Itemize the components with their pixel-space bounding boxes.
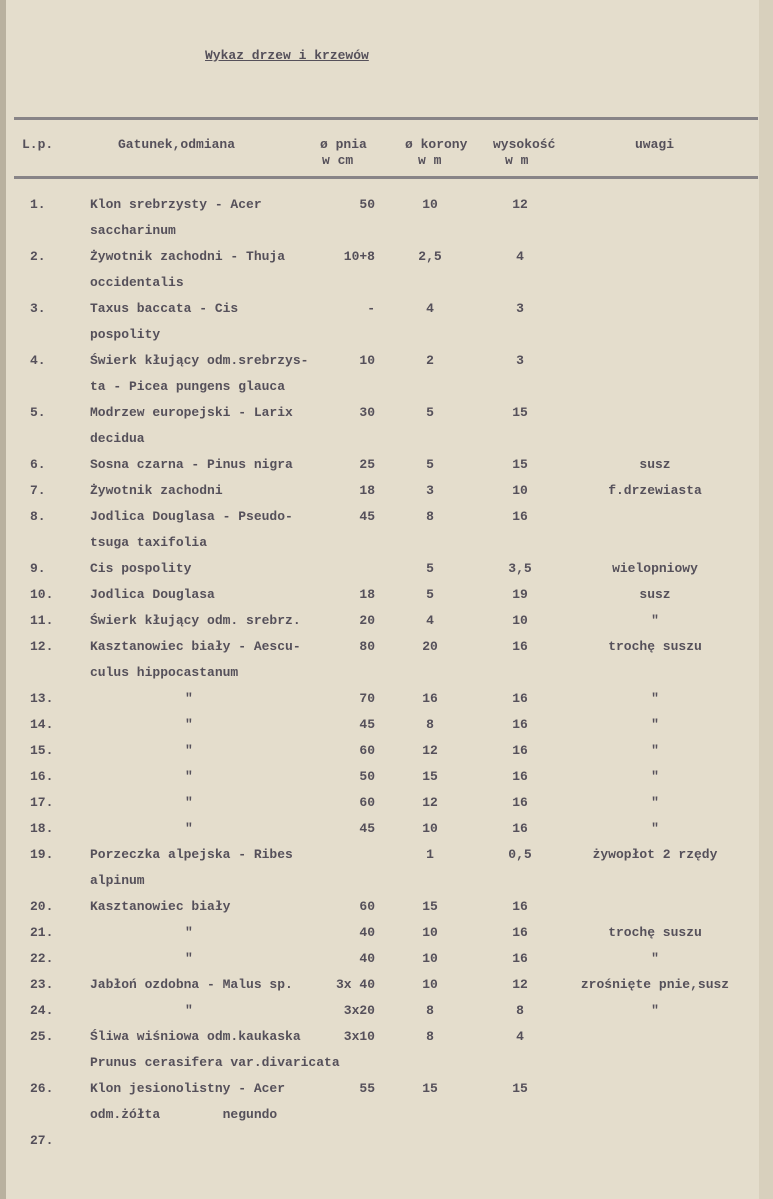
height: 15 (512, 405, 528, 420)
crown-diameter: 10 (422, 821, 438, 836)
trunk-diameter: 25 (359, 457, 375, 472)
height: 15 (512, 1081, 528, 1096)
table-row-continuation (0, 223, 773, 249)
crown-diameter: 15 (422, 769, 438, 784)
table-row (0, 769, 773, 795)
table-row (0, 561, 773, 587)
table-row (0, 925, 773, 951)
trunk-diameter: 30 (359, 405, 375, 420)
height: 16 (512, 639, 528, 654)
crown-diameter: 15 (422, 899, 438, 914)
remarks: susz (639, 587, 671, 602)
height: 16 (512, 717, 528, 732)
height: 10 (512, 613, 528, 628)
crown-diameter: 5 (426, 457, 434, 472)
species-name-continued: alpinum (90, 873, 145, 888)
crown-diameter: 12 (422, 795, 438, 810)
row-number: 16. (30, 769, 54, 784)
header-pnia: ø pnia (320, 137, 367, 152)
species-name: Jodlica Douglasa - Pseudo- (90, 509, 293, 524)
species-name: Sosna czarna - Pinus nigra (90, 457, 293, 472)
table-row (0, 483, 773, 509)
crown-diameter: 2,5 (418, 249, 442, 264)
row-number: 19. (30, 847, 54, 862)
table-row-continuation (0, 873, 773, 899)
row-number: 23. (30, 977, 54, 992)
crown-diameter: 8 (426, 1003, 434, 1018)
height: 16 (512, 925, 528, 940)
species-name: Cis pospolity (90, 561, 192, 576)
species-name: Modrzew europejski - Larix (90, 405, 293, 420)
species-name-continued: culus hippocastanum (90, 665, 239, 680)
height: 4 (516, 249, 524, 264)
species-name: Klon jesionolistny - Acer (90, 1081, 286, 1096)
remarks: " (651, 717, 659, 732)
crown-diameter: 4 (426, 301, 434, 316)
document-title: Wykaz drzew i krzewów (205, 48, 369, 63)
crown-diameter: 20 (422, 639, 438, 654)
row-number: 15. (30, 743, 54, 758)
table-row (0, 1081, 773, 1107)
trunk-diameter: 45 (359, 717, 375, 732)
height: 16 (512, 743, 528, 758)
row-number: 5. (30, 405, 46, 420)
remarks: " (651, 951, 659, 966)
row-number: 25. (30, 1029, 54, 1044)
table-row (0, 457, 773, 483)
header-wysokosc-unit: w m (505, 153, 529, 168)
trunk-diameter: 50 (359, 769, 375, 784)
row-number: 10. (30, 587, 54, 602)
height: 10 (512, 483, 528, 498)
row-number: 14. (30, 717, 54, 732)
trunk-diameter: 18 (359, 483, 375, 498)
table-row (0, 821, 773, 847)
table-row (0, 249, 773, 275)
remarks: " (651, 769, 659, 784)
row-number: 18. (30, 821, 54, 836)
trunk-diameter: 45 (359, 821, 375, 836)
species-name: Świerk kłujący odm. srebrz. (90, 613, 301, 628)
table-row (0, 1003, 773, 1029)
row-number: 27. (30, 1133, 54, 1148)
trunk-diameter: 20 (359, 613, 375, 628)
remarks: wielopniowy (612, 561, 698, 576)
species-name-continued: tsuga taxifolia (90, 535, 208, 550)
height: 16 (512, 795, 528, 810)
crown-diameter: 8 (426, 1029, 434, 1044)
height: 3 (516, 353, 524, 368)
crown-diameter: 5 (426, 587, 434, 602)
table-row (0, 587, 773, 613)
height: 3 (516, 301, 524, 316)
table-row-continuation (0, 1055, 773, 1081)
crown-diameter: 10 (422, 951, 438, 966)
table-row-continuation (0, 379, 773, 405)
table-row (0, 847, 773, 873)
table-row (0, 951, 773, 977)
trunk-diameter: 3x10 (343, 1029, 375, 1044)
species-name: " (185, 691, 193, 706)
crown-diameter: 2 (426, 353, 434, 368)
species-name: " (185, 821, 193, 836)
row-number: 13. (30, 691, 54, 706)
species-name: Świerk kłujący odm.srebrzys- (90, 353, 309, 368)
crown-diameter: 5 (426, 561, 434, 576)
trunk-diameter: 60 (359, 743, 375, 758)
row-number: 1. (30, 197, 46, 212)
table-row (0, 899, 773, 925)
crown-diameter: 10 (422, 977, 438, 992)
species-name: " (185, 743, 193, 758)
header-korony-unit: w m (418, 153, 442, 168)
remarks: f.drzewiasta (608, 483, 702, 498)
crown-diameter: 3 (426, 483, 434, 498)
species-name: " (185, 795, 193, 810)
species-name: " (185, 951, 193, 966)
species-name: " (185, 769, 193, 784)
crown-diameter: 5 (426, 405, 434, 420)
trunk-diameter: 3x 40 (335, 977, 375, 992)
height: 16 (512, 899, 528, 914)
crown-diameter: 10 (422, 197, 438, 212)
crown-diameter: 12 (422, 743, 438, 758)
table-row-continuation (0, 275, 773, 301)
table-row-continuation (0, 431, 773, 457)
row-number: 6. (30, 457, 46, 472)
height: 16 (512, 509, 528, 524)
header-uwagi: uwagi (635, 137, 675, 152)
header-name: Gatunek,odmiana (118, 137, 236, 152)
species-name-continued: ta - Picea pungens glauca (90, 379, 286, 394)
remarks: trochę suszu (608, 639, 702, 654)
remarks: " (651, 743, 659, 758)
table-row (0, 743, 773, 769)
remarks: " (651, 795, 659, 810)
table-row (0, 405, 773, 431)
trunk-diameter: 3x20 (343, 1003, 375, 1018)
height: 16 (512, 951, 528, 966)
row-number: 3. (30, 301, 46, 316)
row-number: 12. (30, 639, 54, 654)
row-number: 11. (30, 613, 54, 628)
species-name: Taxus baccata - Cis (90, 301, 239, 316)
species-name-continued: Prunus cerasifera var.divaricata (90, 1055, 340, 1070)
header-pnia-unit: w cm (322, 153, 354, 168)
species-name: Żywotnik zachodni (90, 483, 223, 498)
row-number: 8. (30, 509, 46, 524)
species-name: Kasztanowiec biały - Aescu- (90, 639, 301, 654)
species-name: Żywotnik zachodni - Thuja (90, 249, 286, 264)
height: 19 (512, 587, 528, 602)
species-name-continued: pospolity (90, 327, 161, 342)
species-name: " (185, 925, 193, 940)
species-name-continued: occidentalis (90, 275, 184, 290)
species-name: Klon srebrzysty - Acer (90, 197, 262, 212)
table-row (0, 197, 773, 223)
row-number: 24. (30, 1003, 54, 1018)
table-row-continuation (0, 535, 773, 561)
header-rule-bottom (14, 176, 758, 179)
crown-diameter: 8 (426, 509, 434, 524)
remarks: żywopłot 2 rzędy (592, 847, 718, 862)
trunk-diameter: 10 (359, 353, 375, 368)
crown-diameter: 4 (426, 613, 434, 628)
table-row (0, 509, 773, 535)
remarks: " (651, 613, 659, 628)
row-number: 22. (30, 951, 54, 966)
row-number: 2. (30, 249, 46, 264)
table-row (0, 1029, 773, 1055)
trunk-diameter: - (367, 301, 375, 316)
trunk-diameter: 45 (359, 509, 375, 524)
remarks: susz (639, 457, 671, 472)
species-name: Porzeczka alpejska - Ribes (90, 847, 293, 862)
species-name: " (185, 717, 193, 732)
species-name: Kasztanowiec biały (90, 899, 231, 914)
row-number: 26. (30, 1081, 54, 1096)
species-name-continued: saccharinum (90, 223, 176, 238)
height: 8 (516, 1003, 524, 1018)
remarks: " (651, 691, 659, 706)
row-number: 9. (30, 561, 46, 576)
species-name: Jabłoń ozdobna - Malus sp. (90, 977, 293, 992)
trunk-diameter: 40 (359, 925, 375, 940)
row-number: 4. (30, 353, 46, 368)
height: 16 (512, 769, 528, 784)
height: 12 (512, 197, 528, 212)
table-row (0, 639, 773, 665)
crown-diameter: 1 (426, 847, 434, 862)
height: 3,5 (508, 561, 532, 576)
height: 16 (512, 691, 528, 706)
trunk-diameter: 10+8 (343, 249, 375, 264)
height: 16 (512, 821, 528, 836)
remarks: trochę suszu (608, 925, 702, 940)
height: 12 (512, 977, 528, 992)
row-number: 17. (30, 795, 54, 810)
height: 15 (512, 457, 528, 472)
table-row-continuation (0, 665, 773, 691)
species-name: " (185, 1003, 193, 1018)
row-number: 21. (30, 925, 54, 940)
species-name-continued: decidua (90, 431, 145, 446)
header-wysokosc: wysokość (493, 137, 556, 152)
header-korony: ø korony (405, 137, 468, 152)
trunk-diameter: 60 (359, 795, 375, 810)
header-rule-top (14, 117, 758, 120)
trunk-diameter: 18 (359, 587, 375, 602)
crown-diameter: 15 (422, 1081, 438, 1096)
height: 0,5 (508, 847, 532, 862)
table-row (0, 691, 773, 717)
row-number: 7. (30, 483, 46, 498)
table-row (0, 717, 773, 743)
trunk-diameter: 60 (359, 899, 375, 914)
header-lp: L.p. (22, 137, 54, 152)
trunk-diameter: 50 (359, 197, 375, 212)
table-row (0, 301, 773, 327)
trunk-diameter: 40 (359, 951, 375, 966)
crown-diameter: 8 (426, 717, 434, 732)
trunk-diameter: 80 (359, 639, 375, 654)
table-row (0, 613, 773, 639)
table-row (0, 977, 773, 1003)
crown-diameter: 16 (422, 691, 438, 706)
species-name: Śliwa wiśniowa odm.kaukaska (90, 1029, 301, 1044)
remarks: zrośnięte pnie,susz (580, 977, 730, 992)
table-row (0, 795, 773, 821)
table-row (0, 353, 773, 379)
remarks: " (651, 1003, 659, 1018)
height: 4 (516, 1029, 524, 1044)
crown-diameter: 10 (422, 925, 438, 940)
row-number: 20. (30, 899, 54, 914)
species-name-continued: odm.żółta negundo (90, 1107, 278, 1122)
remarks: " (651, 821, 659, 836)
trunk-diameter: 70 (359, 691, 375, 706)
table-row-continuation (0, 1107, 773, 1133)
table-row (0, 1133, 773, 1159)
species-name: Jodlica Douglasa (90, 587, 215, 602)
table-row-continuation (0, 327, 773, 353)
trunk-diameter: 55 (359, 1081, 375, 1096)
